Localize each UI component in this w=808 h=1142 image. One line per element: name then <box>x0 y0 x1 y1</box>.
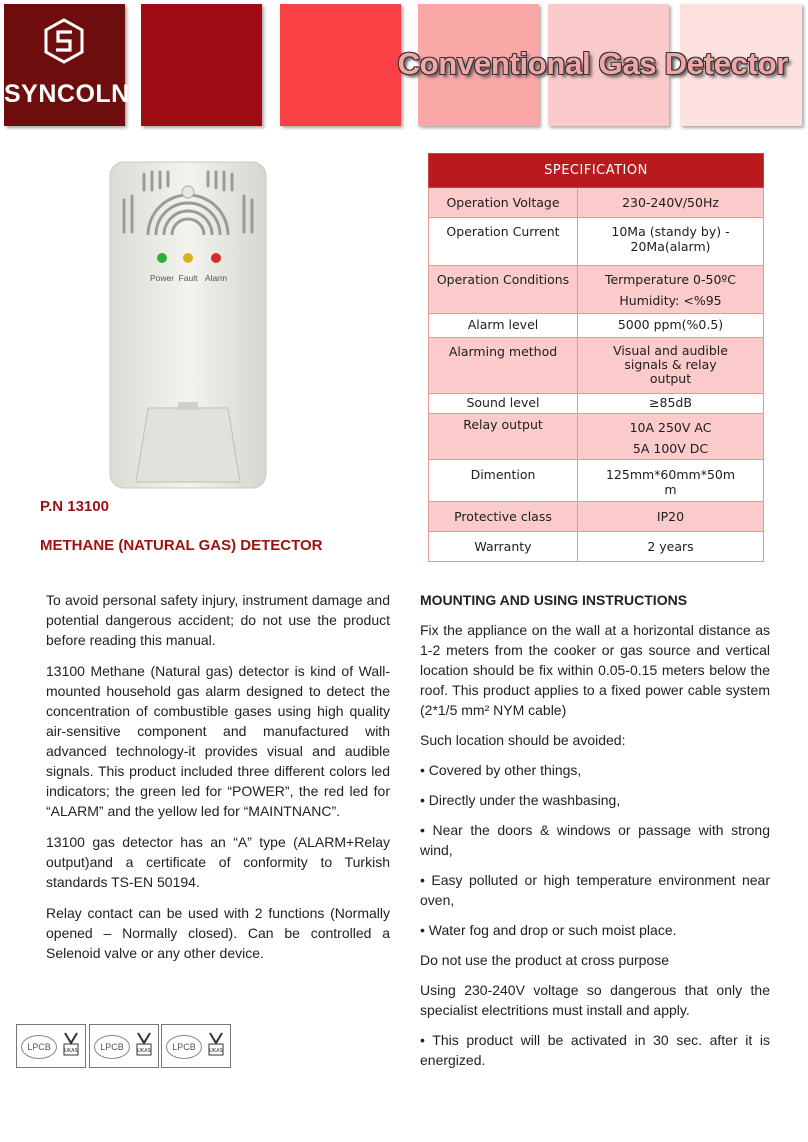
spec-value: ≥85dB <box>649 395 692 410</box>
intro-text-column <box>46 590 390 974</box>
spec-value: 5A 100V DC <box>632 441 709 456</box>
spec-value: 230-240V/50Hz <box>622 195 719 210</box>
led-label-fault: Fault <box>178 273 198 283</box>
certificate-paragraph: 13100 gas detector has an “A” type (ALARM+Relay output)and a certificate of conformity to Turkish standards TS-EN 50194. <box>46 834 390 890</box>
spec-row <box>429 266 764 314</box>
part-number: P.N 13100 <box>40 498 109 515</box>
syncoln-logo-icon <box>42 18 86 70</box>
spec-row <box>429 394 764 414</box>
ukas-text: UKAS <box>209 1048 223 1054</box>
ukas-crown-icon <box>61 1029 81 1059</box>
product-image <box>108 160 268 490</box>
cert-badge <box>161 1024 231 1068</box>
spec-label: Dimention <box>429 460 578 502</box>
activation-note: • This product will be activated in 30 sec. after it is energized. <box>420 1032 770 1068</box>
spec-label: Operation Current <box>429 218 578 266</box>
cert-badge <box>89 1024 159 1068</box>
spec-label: Relay output <box>429 414 578 460</box>
voltage-warning: Using 230-240V voltage so dangerous that only the specialist electritions must install and apply. <box>420 982 770 1018</box>
spec-value: Visual and audible <box>613 343 728 358</box>
ukas-text: UKAS <box>137 1048 151 1054</box>
mounting-paragraph: Fix the appliance on the wall at a horizontal distance as 1-2 meters from the cooker or gas source and vertical location should be fix within 0.05-0.15 meters below the roof. This product applies to a fixed power cable system (2*1/5 mm² NYM cable) <box>420 622 770 718</box>
spec-table <box>428 153 764 562</box>
spec-value: 10A 250V AC <box>629 420 712 435</box>
ukas-text: UKAS <box>64 1048 78 1054</box>
spec-row <box>429 414 764 460</box>
avoid-bullet: • Near the doors & windows or passage with strong wind, <box>420 822 770 858</box>
spec-row <box>429 532 764 562</box>
spec-label: Operation Voltage <box>429 188 578 218</box>
product-name: METHANE (NATURAL GAS) DETECTOR <box>40 537 323 554</box>
spec-value: Termperature 0-50ºC <box>604 272 737 287</box>
cert-badge <box>16 1024 86 1068</box>
led-label-power: Power <box>149 273 175 283</box>
color-tile-3 <box>280 4 401 126</box>
avoid-bullet: • Water fog and drop or such moist place. <box>420 922 677 938</box>
spec-row <box>429 502 764 532</box>
spec-row <box>429 314 764 338</box>
spec-value: m <box>664 482 677 497</box>
purpose-paragraph: Do not use the product at cross purpose <box>420 952 670 968</box>
lpcb-logo: LPCB <box>21 1035 57 1059</box>
ukas-crown-icon <box>206 1029 226 1059</box>
avoid-bullet: • Covered by other things, <box>420 762 582 778</box>
spec-title: SPECIFICATION <box>429 154 764 188</box>
page-title: Conventional Gas Detector <box>397 46 788 81</box>
avoid-bullet: • Directly under the washbasing, <box>420 792 621 808</box>
spec-value: 2 years <box>647 539 694 554</box>
spec-row <box>429 460 764 502</box>
led-label-alarm: Alarm <box>204 273 228 283</box>
relay-paragraph: Relay contact can be used with 2 functions (Normally opened – Normally closed). Can be controlled a Selenoid valve or any other device. <box>46 905 390 961</box>
lpcb-logo: LPCB <box>166 1035 202 1059</box>
lpcb-logo: LPCB <box>94 1035 130 1059</box>
spec-row <box>429 188 764 218</box>
instructions-column <box>420 590 770 1080</box>
fault-led-icon <box>183 253 193 263</box>
spec-label: Operation Conditions <box>429 266 578 314</box>
spec-value: 20Ma(alarm) <box>630 239 711 254</box>
brand-name: SYNCOLN <box>4 80 130 108</box>
spec-value: Humidity: <%95 <box>619 293 722 308</box>
color-tile-2 <box>141 4 262 126</box>
spec-label: Sound level <box>429 394 578 414</box>
alarm-led-icon <box>211 253 221 263</box>
spec-label: Warranty <box>429 532 578 562</box>
brand-logo-tile <box>4 4 130 126</box>
spec-value: 5000 ppm(%0.5) <box>617 317 724 332</box>
instructions-heading: MOUNTING AND USING INSTRUCTIONS <box>420 592 688 608</box>
spec-value: 10Ma (standy by) - <box>611 224 730 239</box>
spec-label: Alarm level <box>429 314 578 338</box>
spec-value: IP20 <box>656 509 685 524</box>
spec-value: 125mm*60mm*50m <box>605 467 736 482</box>
spec-value: output <box>649 371 692 386</box>
avoid-intro: Such location should be avoided: <box>420 732 626 748</box>
spec-row <box>429 338 764 394</box>
description-paragraph: 13100 Methane (Natural gas) detector is kind of Wall-mounted household gas alarm designed to detect the concentration of combustible gases using high quality air-sensitive component and manufactured with advanced technology-it provides visual and audible signals. This product included three different colors led indicators; the green led for “POWER”, the red led for “ALARM” and the yellow led for “MAINTNANC”. <box>46 663 390 819</box>
spec-value: signals & relay <box>624 357 717 372</box>
spec-label: Alarming method <box>429 338 578 394</box>
safety-paragraph: To avoid personal safety injury, instrument damage and potential dangerous accident; do not use the product before reading this manual. <box>46 592 390 648</box>
spec-label: Protective class <box>429 502 578 532</box>
power-led-icon <box>157 253 167 263</box>
avoid-bullet: • Easy polluted or high temperature environment near oven, <box>420 872 770 908</box>
spec-row <box>429 218 764 266</box>
ukas-crown-icon <box>134 1029 154 1059</box>
